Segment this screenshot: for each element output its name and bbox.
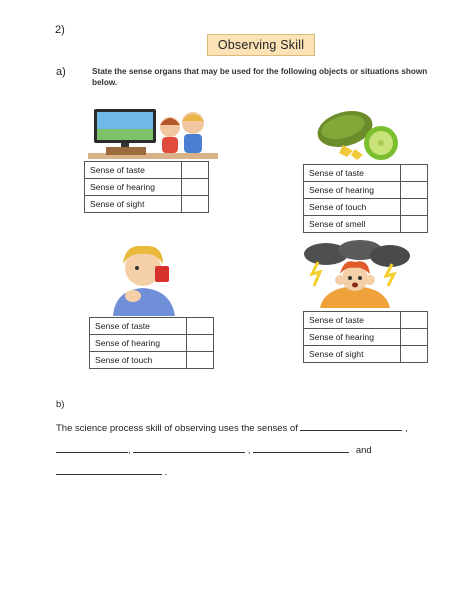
answer-checkbox[interactable] — [187, 352, 214, 369]
option-label: Sense of smell — [304, 216, 401, 233]
answer-blank-2[interactable] — [56, 442, 128, 453]
option-label: Sense of hearing — [304, 182, 401, 199]
fill-in-sentence — [56, 418, 426, 484]
answer-checkbox[interactable] — [401, 329, 428, 346]
answer-checkbox[interactable] — [187, 318, 214, 335]
option-label: Sense of touch — [90, 352, 187, 369]
question-number: 2) — [55, 24, 65, 36]
option-label: Sense of taste — [85, 162, 182, 179]
thunder-senses-table — [303, 311, 428, 363]
answer-checkbox[interactable] — [401, 199, 428, 216]
instruction-text: State the sense organs that may be used for the following objects or situations shown below. — [92, 67, 428, 87]
table-row — [304, 346, 428, 363]
comma-separator: , — [247, 445, 251, 456]
table-row — [85, 196, 209, 213]
option-label: Sense of hearing — [90, 335, 187, 352]
tv-senses-table — [84, 161, 209, 213]
option-label: Sense of taste — [304, 312, 401, 329]
option-label: Sense of sight — [304, 346, 401, 363]
answer-blank-4[interactable] — [253, 442, 349, 453]
option-label: Sense of hearing — [304, 329, 401, 346]
answer-checkbox[interactable] — [187, 335, 214, 352]
table-row — [90, 335, 214, 352]
thunderstorm-child-illustration — [300, 240, 410, 308]
fruit-senses-table — [303, 164, 428, 233]
table-row — [304, 199, 428, 216]
table-row — [304, 216, 428, 233]
comma-separator: , — [405, 423, 408, 434]
table-row — [90, 318, 214, 335]
table-row — [304, 182, 428, 199]
table-row — [85, 179, 209, 196]
table-row — [90, 352, 214, 369]
boy-drinking-illustration — [103, 238, 193, 318]
table-row — [304, 312, 428, 329]
and-text: and — [355, 445, 372, 456]
page-title: Observing Skill — [207, 34, 315, 56]
fruit-illustration — [313, 105, 405, 163]
answer-checkbox[interactable] — [401, 216, 428, 233]
answer-checkbox[interactable] — [401, 312, 428, 329]
drink-senses-table — [89, 317, 214, 369]
option-label: Sense of sight — [85, 196, 182, 213]
period-text: . — [164, 467, 168, 478]
part-a-label: a) — [56, 66, 66, 78]
table-row — [304, 165, 428, 182]
option-label: Sense of taste — [304, 165, 401, 182]
answer-checkbox[interactable] — [182, 179, 209, 196]
comma-separator: , — [128, 445, 131, 456]
answer-checkbox[interactable] — [401, 165, 428, 182]
answer-blank-5[interactable] — [56, 464, 162, 475]
answer-blank-3[interactable] — [133, 442, 245, 453]
sentence-text: The science process skill of observing uses the senses of — [56, 423, 298, 434]
answer-checkbox[interactable] — [401, 346, 428, 363]
option-label: Sense of hearing — [85, 179, 182, 196]
table-row — [304, 329, 428, 346]
table-row — [85, 162, 209, 179]
answer-blank-1[interactable] — [300, 420, 402, 431]
option-label: Sense of touch — [304, 199, 401, 216]
children-watching-tv-illustration — [88, 105, 218, 160]
option-label: Sense of taste — [90, 318, 187, 335]
part-b-label: b) — [56, 399, 65, 410]
answer-checkbox[interactable] — [182, 162, 209, 179]
answer-checkbox[interactable] — [401, 182, 428, 199]
answer-checkbox[interactable] — [182, 196, 209, 213]
